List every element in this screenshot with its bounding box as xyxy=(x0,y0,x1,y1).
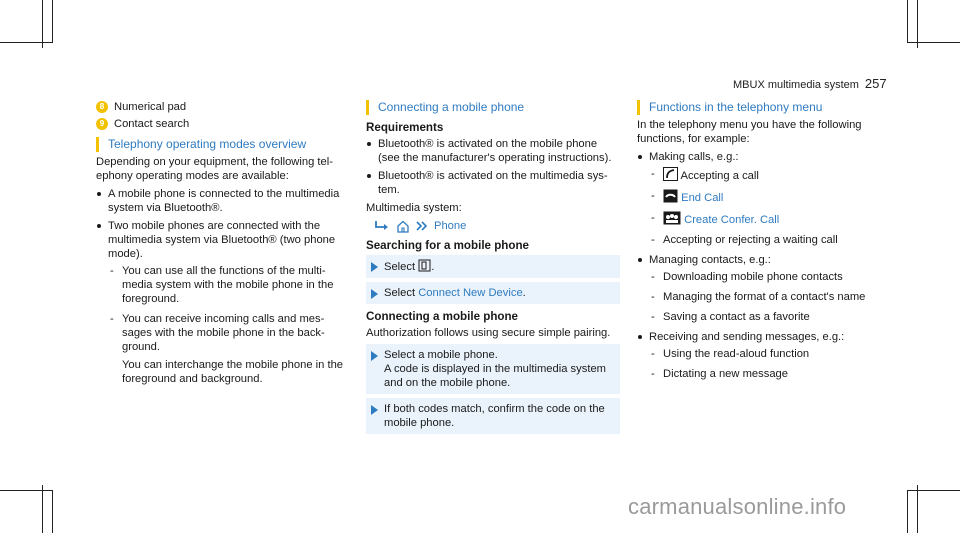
create-conference-call-link[interactable]: Create Confer. Call xyxy=(684,214,780,226)
double-chevron-icon xyxy=(416,221,428,231)
column-middle xyxy=(366,100,620,438)
step-item: Select . xyxy=(366,255,620,278)
bullet-text: Receiving and sending messages, e.g.: xyxy=(649,331,845,343)
legend-item xyxy=(96,100,350,114)
crop-mark xyxy=(42,485,43,533)
column-left xyxy=(96,100,350,392)
home-icon[interactable] xyxy=(396,220,410,233)
bullet-list xyxy=(366,137,620,197)
crop-mark xyxy=(917,0,918,48)
connect-steps xyxy=(366,344,620,434)
subheading: Requirements xyxy=(366,121,444,134)
system-label: Multimedia system: xyxy=(366,202,462,214)
section-heading: Functions in the telephony menu xyxy=(637,100,899,115)
conference-call-icon xyxy=(663,211,681,225)
header-title: MBUX multimedia system xyxy=(733,79,859,91)
end-call-link[interactable]: End Call xyxy=(681,192,724,204)
column-right xyxy=(637,100,899,387)
crop-mark xyxy=(0,42,53,43)
bullet-text: Making calls, e.g.: xyxy=(649,151,739,163)
step-text: Select xyxy=(384,261,416,273)
number-badge: 8 xyxy=(96,101,108,113)
search-steps xyxy=(366,255,620,304)
bullet-list xyxy=(637,150,899,381)
dash-item: - Saving a contact as a favorite xyxy=(649,310,899,324)
section-heading: Telephony operating modes overview xyxy=(96,137,350,152)
bullet-item xyxy=(96,219,350,386)
dash-item: - Dictating a new message xyxy=(649,367,899,381)
section-heading: Connecting a mobile phone xyxy=(366,100,620,115)
intro-text: Depending on your equipment, the following telephony operating modes are available: xyxy=(96,156,333,182)
crop-mark xyxy=(0,490,53,491)
step-item: Select Connect New Device. xyxy=(366,282,620,304)
crop-mark xyxy=(907,42,960,43)
bullet-item: A mobile phone is connected to the multimedia system via Bluetooth®. xyxy=(96,187,350,215)
dash-item xyxy=(649,167,899,183)
crop-mark xyxy=(907,490,908,533)
dash-text-continued: You can interchange the mobile phone in the foreground and background. xyxy=(122,359,344,385)
subheading: Connecting a mobile phone xyxy=(366,310,519,323)
legend-text: Numerical pad xyxy=(114,101,187,113)
dash-list xyxy=(649,347,899,381)
dash-item: - Downloading mobile phone contacts xyxy=(649,270,899,284)
dash-text: You can receive incoming calls and messages with the mobile phone in the background. xyxy=(122,313,325,353)
step-item xyxy=(366,344,620,394)
dash-item xyxy=(108,312,350,386)
dash-list xyxy=(649,270,899,324)
step-item: If both codes match, confirm the code on the mobile phone. xyxy=(366,398,620,434)
dash-item xyxy=(649,189,899,205)
crop-mark xyxy=(907,0,908,43)
dash-item: - You can use all the functions of the multimedia system with the mobile phone in the foreground. xyxy=(108,264,350,306)
end-call-icon xyxy=(663,189,678,203)
page-number: 257 xyxy=(864,76,887,91)
legend-text: Contact search xyxy=(114,118,190,130)
dash-list xyxy=(108,264,350,386)
number-badge: 9 xyxy=(96,118,108,130)
arrow-return-icon xyxy=(374,220,390,232)
crop-mark xyxy=(917,485,918,533)
accept-call-icon xyxy=(663,167,678,181)
crop-mark xyxy=(42,0,43,48)
subheading: Searching for a mobile phone xyxy=(366,239,529,252)
step-text: Select a mobile phone. xyxy=(384,349,498,361)
bullet-list xyxy=(96,187,350,386)
connect-text: Authorization follows using secure simple pairing. xyxy=(366,327,611,339)
bullet-item xyxy=(637,150,899,247)
crop-mark xyxy=(52,0,53,43)
dash-item xyxy=(649,211,899,227)
crop-mark xyxy=(52,490,53,533)
bullet-item: Bluetooth® is activated on the mobile phone (see the manufacturer's operating instructions). xyxy=(366,137,620,165)
bullet-text: Two mobile phones are connected with the multimedia system via Bluetooth® (two phone mode). xyxy=(108,220,336,260)
dash-item: - Accepting or rejecting a waiting call xyxy=(649,233,899,247)
connect-device-icon[interactable] xyxy=(418,259,431,272)
step-text: Select xyxy=(384,287,416,299)
intro-text: In the telephony menu you have the following functions, for example: xyxy=(637,119,862,145)
dash-item: - Managing the format of a contact's name xyxy=(649,290,899,304)
dash-text: Accepting a call xyxy=(680,170,759,182)
bullet-item xyxy=(637,253,899,324)
legend-item xyxy=(96,117,350,131)
page-header xyxy=(733,77,887,92)
bullet-text: Managing contacts, e.g.: xyxy=(649,254,771,266)
bullet-item xyxy=(637,330,899,381)
crop-mark xyxy=(907,490,960,491)
watermark: carmanualsonline.info xyxy=(628,494,847,519)
dash-list xyxy=(649,167,899,247)
menu-path xyxy=(374,219,620,233)
bullet-item: Bluetooth® is activated on the multimedia system. xyxy=(366,169,620,197)
connect-new-device-link[interactable]: Connect New Device xyxy=(418,287,523,299)
step-result: A code is displayed in the multimedia system and on the mobile phone. xyxy=(384,363,606,389)
dash-item: - Using the read-aloud function xyxy=(649,347,899,361)
phone-menu-link[interactable]: Phone xyxy=(434,220,467,232)
